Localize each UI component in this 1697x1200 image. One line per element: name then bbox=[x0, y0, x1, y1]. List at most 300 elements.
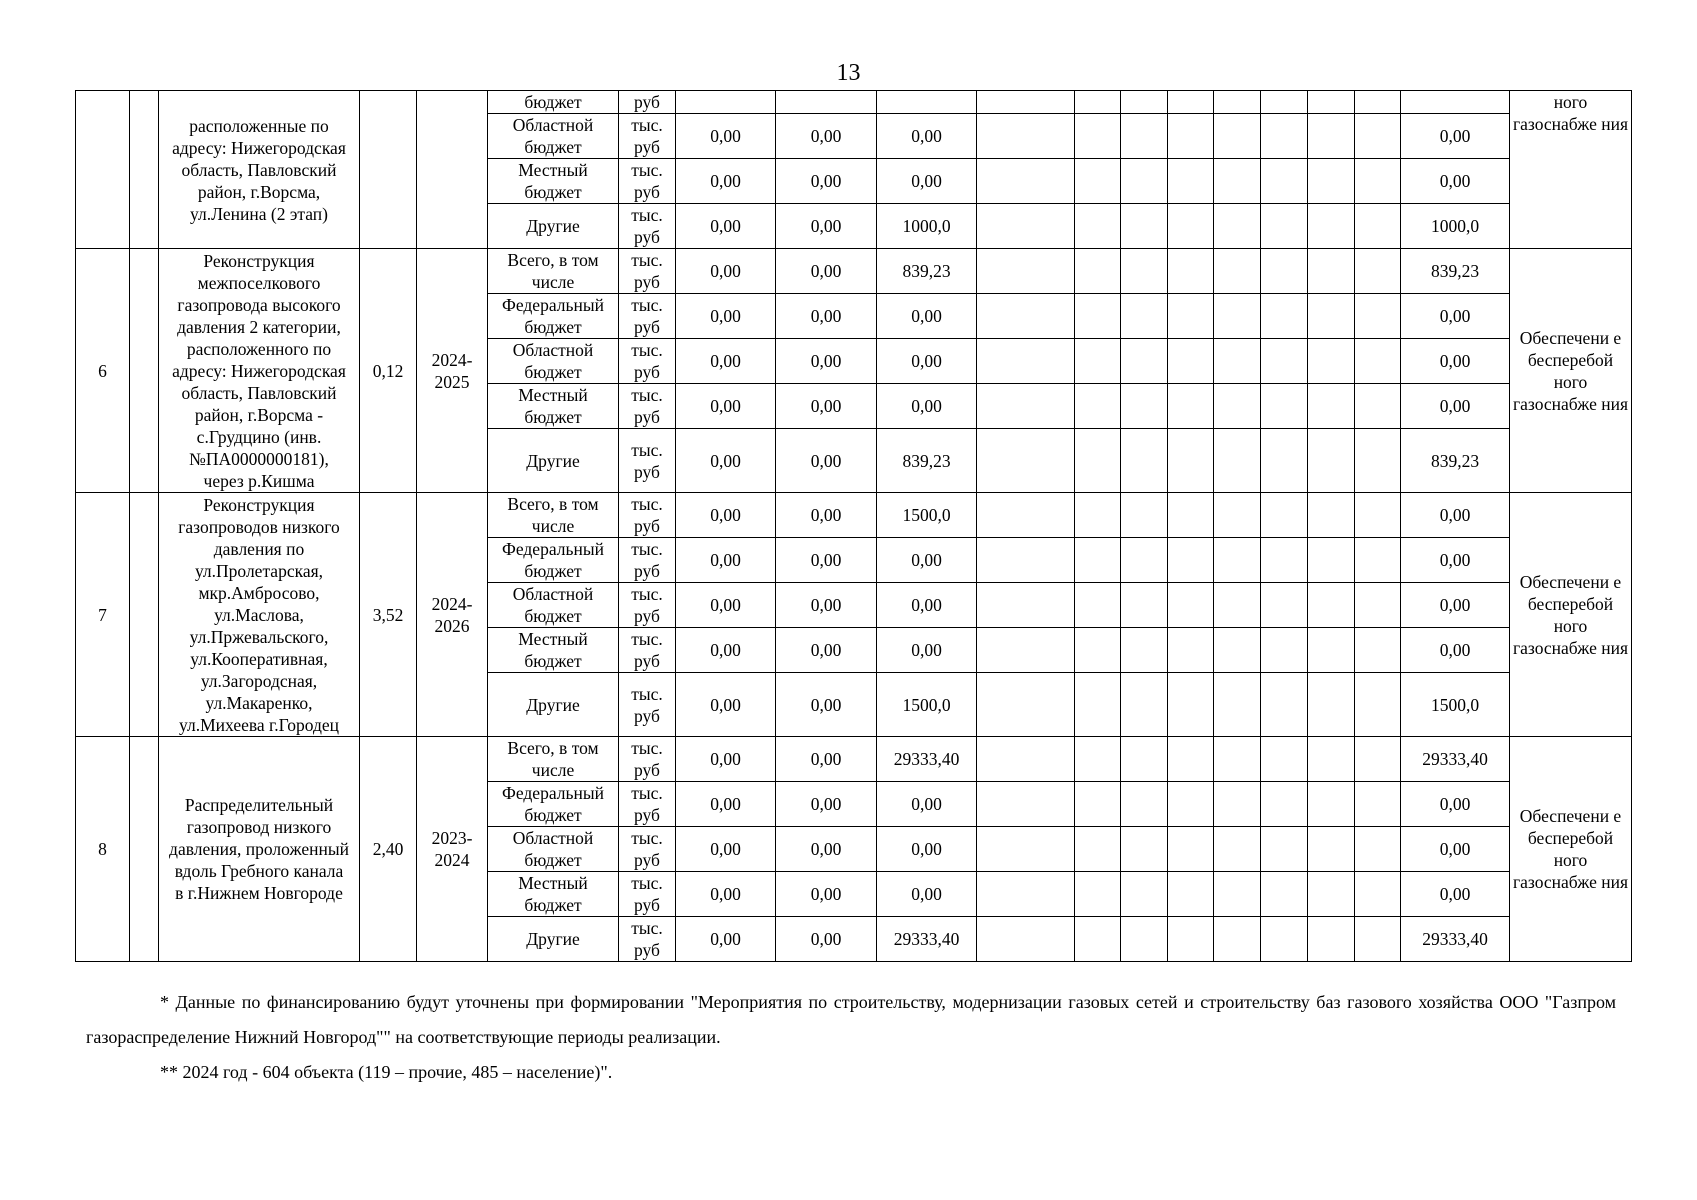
empty-cell bbox=[1355, 114, 1401, 159]
value-year-3: 0,00 bbox=[877, 339, 977, 384]
empty-cell bbox=[1121, 673, 1168, 737]
empty-cell bbox=[1308, 493, 1355, 538]
description-line: Распределительный bbox=[184, 795, 334, 815]
empty-cell bbox=[1168, 339, 1214, 384]
empty-cell bbox=[1168, 384, 1214, 429]
value-year-2: 0,00 bbox=[776, 384, 877, 429]
empty-cell bbox=[1214, 384, 1261, 429]
value-year-2: 0,00 bbox=[776, 917, 877, 962]
empty-cell bbox=[1214, 493, 1261, 538]
description-line: ул.Михеева г.Городец bbox=[179, 714, 339, 735]
empty-cell bbox=[1075, 384, 1121, 429]
value-year-1: 0,00 bbox=[676, 917, 776, 962]
funding-source: Местный бюджет bbox=[488, 159, 619, 204]
empty-cell bbox=[1121, 782, 1168, 827]
object-subnumber bbox=[130, 493, 159, 737]
empty-cell bbox=[1168, 583, 1214, 628]
empty-cell bbox=[1261, 339, 1308, 384]
value-total: 0,00 bbox=[1401, 827, 1510, 872]
empty-cell bbox=[1075, 159, 1121, 204]
empty-cell bbox=[1308, 827, 1355, 872]
empty-cell bbox=[1214, 538, 1261, 583]
empty-cell bbox=[1075, 249, 1121, 294]
value-total: 0,00 bbox=[1401, 583, 1510, 628]
unit: тыс. руб bbox=[619, 583, 676, 628]
empty-cell bbox=[977, 538, 1075, 583]
description-line: через р.Кишма bbox=[203, 470, 315, 491]
empty-cell bbox=[1308, 583, 1355, 628]
value-year-3: 839,23 bbox=[877, 249, 977, 294]
value-year-1: 0,00 bbox=[676, 628, 776, 673]
value-year-1: 0,00 bbox=[676, 294, 776, 339]
empty-cell bbox=[977, 493, 1075, 538]
empty-cell bbox=[1121, 384, 1168, 429]
object-length: 2,40 bbox=[360, 737, 417, 962]
empty-cell bbox=[1261, 827, 1308, 872]
empty-cell bbox=[1261, 294, 1308, 339]
empty-cell bbox=[1075, 114, 1121, 159]
description-line: газопровод низкого bbox=[186, 817, 332, 837]
empty-cell bbox=[1261, 249, 1308, 294]
empty-cell bbox=[1355, 782, 1401, 827]
empty-cell bbox=[1214, 91, 1261, 114]
value-total: 1500,0 bbox=[1401, 673, 1510, 737]
value-year-1: 0,00 bbox=[676, 583, 776, 628]
empty-cell bbox=[1261, 204, 1308, 249]
table-row bbox=[76, 249, 1632, 294]
value-year-3 bbox=[877, 91, 977, 114]
empty-cell bbox=[1121, 917, 1168, 962]
value-total: 0,00 bbox=[1401, 538, 1510, 583]
description-line: ул.Загородсная, bbox=[200, 670, 318, 691]
empty-cell bbox=[977, 114, 1075, 159]
description-line: адресу: Нижегородская bbox=[172, 360, 346, 381]
empty-cell bbox=[1308, 91, 1355, 114]
unit: тыс. руб bbox=[619, 628, 676, 673]
empty-cell bbox=[1168, 159, 1214, 204]
empty-cell bbox=[1121, 114, 1168, 159]
empty-cell bbox=[977, 917, 1075, 962]
object-subnumber bbox=[130, 737, 159, 962]
object-period: 2023- 2024 bbox=[417, 737, 488, 962]
empty-cell bbox=[1168, 827, 1214, 872]
description-line: давления 2 категории, bbox=[177, 316, 341, 337]
empty-cell bbox=[1308, 249, 1355, 294]
empty-cell bbox=[1308, 339, 1355, 384]
unit: тыс. руб bbox=[619, 827, 676, 872]
unit: руб bbox=[619, 91, 676, 114]
value-year-3: 0,00 bbox=[877, 294, 977, 339]
empty-cell bbox=[1355, 628, 1401, 673]
description-line: область, Павловский bbox=[181, 159, 337, 180]
empty-cell bbox=[1308, 872, 1355, 917]
funding-source: Другие bbox=[488, 429, 619, 493]
empty-cell bbox=[1355, 917, 1401, 962]
empty-cell bbox=[1355, 294, 1401, 339]
value-year-1: 0,00 bbox=[676, 493, 776, 538]
empty-cell bbox=[1261, 628, 1308, 673]
funding-source: Областной бюджет bbox=[488, 339, 619, 384]
empty-cell bbox=[977, 294, 1075, 339]
footnotes bbox=[86, 985, 1616, 1090]
description-line: межпоселкового bbox=[197, 272, 321, 293]
value-total: 0,00 bbox=[1401, 339, 1510, 384]
empty-cell bbox=[977, 737, 1075, 782]
expected-result: Обеспечени е бесперебой ного газоснабже ния bbox=[1510, 249, 1632, 493]
funding-source: Местный бюджет bbox=[488, 628, 619, 673]
object-number bbox=[76, 91, 130, 249]
empty-cell bbox=[1168, 917, 1214, 962]
description-line: расположенные по bbox=[189, 115, 329, 136]
value-year-3: 839,23 bbox=[877, 429, 977, 493]
object-description bbox=[159, 493, 360, 737]
empty-cell bbox=[1261, 114, 1308, 159]
object-length: 0,12 bbox=[360, 249, 417, 493]
description-line: область, Павловский bbox=[181, 382, 337, 403]
empty-cell bbox=[1214, 917, 1261, 962]
value-year-1: 0,00 bbox=[676, 339, 776, 384]
empty-cell bbox=[1355, 493, 1401, 538]
description-line: ул.Маслова, bbox=[214, 604, 304, 625]
funding-source: Федеральный бюджет bbox=[488, 538, 619, 583]
expected-result: Обеспечени е бесперебой ного газоснабже ния bbox=[1510, 737, 1632, 962]
empty-cell bbox=[1214, 737, 1261, 782]
description-line: район, г.Ворсма, bbox=[197, 181, 321, 202]
empty-cell bbox=[1214, 114, 1261, 159]
value-year-3: 1500,0 bbox=[877, 493, 977, 538]
value-total: 0,00 bbox=[1401, 114, 1510, 159]
value-year-2: 0,00 bbox=[776, 737, 877, 782]
unit: тыс. руб bbox=[619, 114, 676, 159]
description-line: мкр.Амбросово, bbox=[198, 582, 320, 603]
value-total: 0,00 bbox=[1401, 159, 1510, 204]
value-year-1: 0,00 bbox=[676, 872, 776, 917]
empty-cell bbox=[977, 204, 1075, 249]
value-year-3: 1500,0 bbox=[877, 673, 977, 737]
empty-cell bbox=[1075, 872, 1121, 917]
empty-cell bbox=[1308, 538, 1355, 583]
value-total bbox=[1401, 91, 1510, 114]
empty-cell bbox=[1355, 737, 1401, 782]
description-line: с.Грудцино (инв. bbox=[196, 426, 322, 447]
funding-source: Местный бюджет bbox=[488, 384, 619, 429]
value-year-2: 0,00 bbox=[776, 249, 877, 294]
object-description bbox=[159, 91, 360, 249]
funding-source: Всего, в том числе bbox=[488, 249, 619, 294]
empty-cell bbox=[1355, 538, 1401, 583]
value-year-1: 0,00 bbox=[676, 384, 776, 429]
empty-cell bbox=[1355, 159, 1401, 204]
object-number: 7 bbox=[76, 493, 130, 737]
value-year-3: 1000,0 bbox=[877, 204, 977, 249]
value-year-3: 0,00 bbox=[877, 384, 977, 429]
empty-cell bbox=[1168, 538, 1214, 583]
empty-cell bbox=[977, 339, 1075, 384]
value-year-2: 0,00 bbox=[776, 294, 877, 339]
empty-cell bbox=[1075, 429, 1121, 493]
empty-cell bbox=[977, 827, 1075, 872]
expected-result: Обеспечени е бесперебой ного газоснабже ния bbox=[1510, 493, 1632, 737]
unit: тыс. руб bbox=[619, 384, 676, 429]
unit: тыс. руб bbox=[619, 872, 676, 917]
object-number: 6 bbox=[76, 249, 130, 493]
empty-cell bbox=[1214, 583, 1261, 628]
empty-cell bbox=[1214, 204, 1261, 249]
empty-cell bbox=[1261, 429, 1308, 493]
value-total: 0,00 bbox=[1401, 782, 1510, 827]
value-year-1: 0,00 bbox=[676, 827, 776, 872]
empty-cell bbox=[1075, 493, 1121, 538]
value-year-2: 0,00 bbox=[776, 538, 877, 583]
unit: тыс. руб bbox=[619, 339, 676, 384]
empty-cell bbox=[1261, 384, 1308, 429]
empty-cell bbox=[1308, 294, 1355, 339]
empty-cell bbox=[1168, 737, 1214, 782]
empty-cell bbox=[1214, 159, 1261, 204]
empty-cell bbox=[977, 583, 1075, 628]
value-year-2: 0,00 bbox=[776, 159, 877, 204]
description-line: ул.Пролетарская, bbox=[194, 560, 324, 581]
empty-cell bbox=[1261, 737, 1308, 782]
empty-cell bbox=[1168, 249, 1214, 294]
empty-cell bbox=[1355, 204, 1401, 249]
empty-cell bbox=[1261, 917, 1308, 962]
empty-cell bbox=[1355, 583, 1401, 628]
value-total: 0,00 bbox=[1401, 294, 1510, 339]
empty-cell bbox=[1214, 249, 1261, 294]
value-year-1: 0,00 bbox=[676, 538, 776, 583]
value-total: 29333,40 bbox=[1401, 917, 1510, 962]
empty-cell bbox=[1168, 628, 1214, 673]
unit: тыс. руб bbox=[619, 737, 676, 782]
empty-cell bbox=[1355, 249, 1401, 294]
object-description bbox=[159, 737, 360, 962]
value-year-1: 0,00 bbox=[676, 114, 776, 159]
empty-cell bbox=[1168, 429, 1214, 493]
value-year-3: 29333,40 bbox=[877, 917, 977, 962]
value-year-3: 0,00 bbox=[877, 872, 977, 917]
empty-cell bbox=[1075, 204, 1121, 249]
empty-cell bbox=[1355, 872, 1401, 917]
description-line: ул.Ленина (2 этап) bbox=[190, 203, 328, 224]
unit: тыс. руб bbox=[619, 917, 676, 962]
empty-cell bbox=[1355, 384, 1401, 429]
empty-cell bbox=[1121, 294, 1168, 339]
unit: тыс. руб bbox=[619, 249, 676, 294]
empty-cell bbox=[1355, 429, 1401, 493]
empty-cell bbox=[1214, 339, 1261, 384]
empty-cell bbox=[1355, 339, 1401, 384]
empty-cell bbox=[1214, 782, 1261, 827]
funding-source: Всего, в том числе bbox=[488, 737, 619, 782]
funding-source: Областной бюджет bbox=[488, 114, 619, 159]
description-line: в г.Нижнем Новгороде bbox=[175, 883, 343, 903]
funding-source: Другие bbox=[488, 917, 619, 962]
empty-cell bbox=[1075, 673, 1121, 737]
description-line: вдоль Гребного канала bbox=[174, 861, 344, 881]
funding-source: Областной бюджет bbox=[488, 583, 619, 628]
description-line: расположенного по bbox=[186, 338, 332, 359]
object-subnumber bbox=[130, 249, 159, 493]
value-year-2: 0,00 bbox=[776, 628, 877, 673]
empty-cell bbox=[1261, 782, 1308, 827]
empty-cell bbox=[1214, 628, 1261, 673]
empty-cell bbox=[1308, 917, 1355, 962]
unit: тыс. руб bbox=[619, 538, 676, 583]
unit: тыс. руб bbox=[619, 782, 676, 827]
empty-cell bbox=[1121, 628, 1168, 673]
empty-cell bbox=[1075, 782, 1121, 827]
empty-cell bbox=[977, 159, 1075, 204]
empty-cell bbox=[977, 673, 1075, 737]
value-total: 0,00 bbox=[1401, 493, 1510, 538]
value-total: 1000,0 bbox=[1401, 204, 1510, 249]
description-line: газопроводов низкого bbox=[178, 516, 340, 537]
funding-source: Другие bbox=[488, 673, 619, 737]
empty-cell bbox=[1168, 493, 1214, 538]
empty-cell bbox=[1075, 538, 1121, 583]
value-year-2: 0,00 bbox=[776, 114, 877, 159]
object-period: 2024- 2026 bbox=[417, 493, 488, 737]
footnote-objects-2024: ** 2024 год - 604 объекта (119 – прочие, 485 – население)". bbox=[160, 1062, 613, 1082]
unit: тыс. руб bbox=[619, 204, 676, 249]
empty-cell bbox=[1261, 538, 1308, 583]
empty-cell bbox=[1214, 872, 1261, 917]
value-year-3: 0,00 bbox=[877, 538, 977, 583]
value-year-1: 0,00 bbox=[676, 159, 776, 204]
value-total: 0,00 bbox=[1401, 872, 1510, 917]
empty-cell bbox=[1121, 583, 1168, 628]
funding-source: Федеральный бюджет bbox=[488, 782, 619, 827]
value-year-1 bbox=[676, 91, 776, 114]
value-year-2: 0,00 bbox=[776, 782, 877, 827]
empty-cell bbox=[1121, 737, 1168, 782]
value-year-1: 0,00 bbox=[676, 429, 776, 493]
footnote-financing: * Данные по финансированию будут уточнены при формировании "Мероприятия по строительству, модернизации газовых сетей и строительству баз газового хозяйства ООО "Газпром газораспределение Нижний Новгород"" на соответствующие периоды реализации. bbox=[86, 992, 1616, 1047]
object-length: 3,52 bbox=[360, 493, 417, 737]
unit: тыс. руб bbox=[619, 294, 676, 339]
description-line: Реконструкция bbox=[203, 494, 315, 515]
empty-cell bbox=[977, 782, 1075, 827]
empty-cell bbox=[1168, 204, 1214, 249]
description-line: ул.Пржевальского, bbox=[189, 626, 329, 647]
object-period: 2024- 2025 bbox=[417, 249, 488, 493]
empty-cell bbox=[977, 249, 1075, 294]
description-line: давления, проложенный bbox=[169, 839, 349, 859]
value-total: 839,23 bbox=[1401, 249, 1510, 294]
value-total: 29333,40 bbox=[1401, 737, 1510, 782]
object-subnumber bbox=[130, 91, 159, 249]
value-year-3: 0,00 bbox=[877, 114, 977, 159]
empty-cell bbox=[1121, 204, 1168, 249]
funding-source: бюджет bbox=[488, 91, 619, 114]
empty-cell bbox=[1075, 737, 1121, 782]
value-year-2: 0,00 bbox=[776, 429, 877, 493]
value-year-3: 0,00 bbox=[877, 782, 977, 827]
value-year-2: 0,00 bbox=[776, 583, 877, 628]
empty-cell bbox=[1075, 917, 1121, 962]
page-number: 13 bbox=[836, 60, 861, 86]
empty-cell bbox=[1261, 159, 1308, 204]
empty-cell bbox=[1121, 91, 1168, 114]
value-total: 0,00 bbox=[1401, 628, 1510, 673]
unit: тыс. руб bbox=[619, 159, 676, 204]
empty-cell bbox=[1261, 91, 1308, 114]
value-year-2: 0,00 bbox=[776, 493, 877, 538]
object-description bbox=[159, 249, 360, 493]
value-year-3: 0,00 bbox=[877, 827, 977, 872]
object-period bbox=[417, 91, 488, 249]
financing-table bbox=[75, 90, 1632, 962]
description-line: давления по bbox=[213, 538, 305, 559]
empty-cell bbox=[1121, 493, 1168, 538]
empty-cell bbox=[1214, 429, 1261, 493]
empty-cell bbox=[1121, 249, 1168, 294]
empty-cell bbox=[1261, 673, 1308, 737]
funding-source: Другие bbox=[488, 204, 619, 249]
empty-cell bbox=[1121, 339, 1168, 384]
unit: тыс. руб bbox=[619, 429, 676, 493]
description-line: №ПА0000000181), bbox=[189, 448, 329, 469]
empty-cell bbox=[1075, 628, 1121, 673]
value-year-2: 0,00 bbox=[776, 204, 877, 249]
value-year-2: 0,00 bbox=[776, 872, 877, 917]
empty-cell bbox=[1261, 583, 1308, 628]
funding-source: Всего, в том числе bbox=[488, 493, 619, 538]
funding-source: Областной бюджет bbox=[488, 827, 619, 872]
empty-cell bbox=[1261, 872, 1308, 917]
value-year-2: 0,00 bbox=[776, 339, 877, 384]
empty-cell bbox=[1308, 384, 1355, 429]
value-year-3: 29333,40 bbox=[877, 737, 977, 782]
empty-cell bbox=[1121, 429, 1168, 493]
empty-cell bbox=[1214, 827, 1261, 872]
empty-cell bbox=[1308, 782, 1355, 827]
description-line: Реконструкция bbox=[203, 250, 315, 271]
empty-cell bbox=[977, 872, 1075, 917]
empty-cell bbox=[1075, 583, 1121, 628]
value-year-1: 0,00 bbox=[676, 204, 776, 249]
empty-cell bbox=[1308, 159, 1355, 204]
funding-source: Федеральный бюджет bbox=[488, 294, 619, 339]
value-year-2: 0,00 bbox=[776, 827, 877, 872]
empty-cell bbox=[1355, 827, 1401, 872]
empty-cell bbox=[1308, 628, 1355, 673]
description-line: район, г.Ворсма - bbox=[194, 404, 324, 425]
empty-cell bbox=[977, 91, 1075, 114]
table-row bbox=[76, 91, 1632, 114]
empty-cell bbox=[1121, 159, 1168, 204]
funding-source: Местный бюджет bbox=[488, 872, 619, 917]
value-year-1: 0,00 bbox=[676, 737, 776, 782]
empty-cell bbox=[1121, 538, 1168, 583]
empty-cell bbox=[1308, 114, 1355, 159]
value-year-1: 0,00 bbox=[676, 673, 776, 737]
unit: тыс. руб bbox=[619, 673, 676, 737]
table-row bbox=[76, 737, 1632, 782]
value-year-3: 0,00 bbox=[877, 159, 977, 204]
empty-cell bbox=[1168, 782, 1214, 827]
empty-cell bbox=[1075, 294, 1121, 339]
table-row bbox=[76, 493, 1632, 538]
empty-cell bbox=[1355, 673, 1401, 737]
value-year-1: 0,00 bbox=[676, 249, 776, 294]
empty-cell bbox=[977, 384, 1075, 429]
value-total: 0,00 bbox=[1401, 384, 1510, 429]
value-year-3: 0,00 bbox=[877, 628, 977, 673]
value-year-2: 0,00 bbox=[776, 673, 877, 737]
empty-cell bbox=[1121, 872, 1168, 917]
